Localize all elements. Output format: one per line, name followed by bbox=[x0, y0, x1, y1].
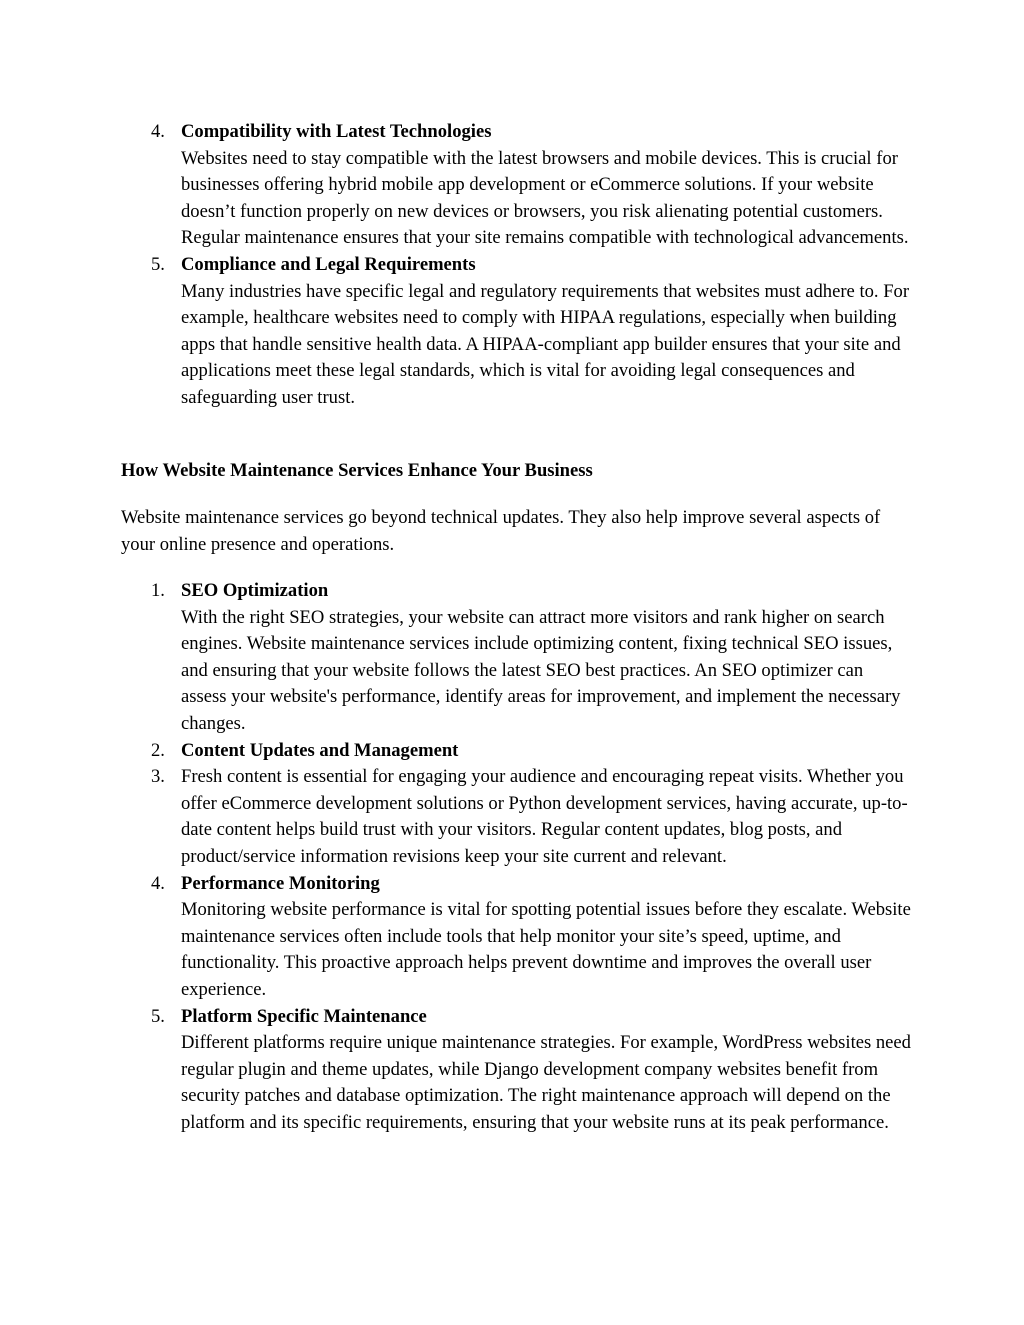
list-item-title: Platform Specific Maintenance bbox=[181, 1005, 427, 1027]
list-item-body: With the right SEO strategies, your website can attract more visitors and rank higher on search engines. Website maintenance services include optimizing content, fixing technical SEO issues, and ensuring that your website follows the latest SEO best practices. An SEO optimizer can assess your website's performance, identify areas for improvement, and implement the necessary changes. bbox=[181, 606, 901, 734]
list-item-title: SEO Optimization bbox=[181, 580, 329, 601]
list-item-fresh-content bbox=[121, 764, 911, 870]
list-item-title: Compatibility with Latest Technologies bbox=[181, 121, 492, 142]
list-item-performance bbox=[121, 871, 911, 1004]
list-item-title: Performance Monitoring bbox=[181, 872, 380, 894]
list-item-body: Monitoring website performance is vital for spotting potential issues before they escalate. Website maintenance services often include tools that help monitor your site’s speed, uptime, and functionality. This proactive approach helps prevent downtime and improves the overall user experience. bbox=[181, 899, 911, 1000]
list-item-body: Websites need to stay compatible with the latest browsers and mobile devices. This is crucial for businesses offering hybrid mobile app development or eCommerce solutions. If your website doesn’t function properly on new devices or browsers, you risk alienating potential customers. Regular maintenance ensures that your site remains compatible with technological advancements. bbox=[181, 147, 909, 249]
list-top bbox=[121, 119, 911, 412]
list-item-number: 1. bbox=[151, 580, 165, 601]
list-item-body: Many industries have specific legal and regulatory requirements that websites must adhere to. For example, healthcare websites need to comply with HIPAA regulations, especially when building apps that handle sensitive health data. A HIPAA-compliant app builder ensures that your site and applications meet these legal standards, which is vital for avoiding legal consequences and safeguarding user trust. bbox=[181, 280, 910, 408]
list-bottom bbox=[121, 578, 911, 1136]
list-item-number: 5. bbox=[151, 253, 165, 275]
list-item-compliance bbox=[121, 252, 911, 412]
list-item-seo bbox=[121, 578, 911, 738]
list-item-title: Compliance and Legal Requirements bbox=[181, 253, 476, 275]
list-item-content-updates bbox=[121, 738, 911, 765]
list-item-number: 4. bbox=[151, 121, 165, 142]
section-heading: How Website Maintenance Services Enhance Your Business bbox=[121, 460, 593, 481]
section-intro: Website maintenance services go beyond technical updates. They also help improve several aspects of your online presence and operations. bbox=[121, 507, 881, 555]
list-item-number: 4. bbox=[151, 872, 165, 894]
list-item-compatibility bbox=[121, 119, 911, 252]
list-item-platform bbox=[121, 1004, 911, 1137]
list-item-body: Fresh content is essential for engaging your audience and encouraging repeat visits. Whether you offer eCommerce development solutions or Python development services, having accurate, up-to-date content helps build trust with your visitors. Regular content updates, blog posts, and product/service information revisions keep your site current and relevant. bbox=[181, 766, 908, 867]
list-item-body: Different platforms require unique maintenance strategies. For example, WordPress websites need regular plugin and theme updates, while Django development company websites benefit from security patches and database optimization. The right maintenance approach will depend on the platform and its specific requirements, ensuring that your website runs at its peak performance. bbox=[181, 1032, 911, 1133]
list-item-number: 3. bbox=[151, 766, 165, 788]
list-item-number: 2. bbox=[151, 739, 165, 761]
list-item-number: 5. bbox=[151, 1005, 165, 1027]
list-item-title: Content Updates and Management bbox=[181, 739, 459, 761]
